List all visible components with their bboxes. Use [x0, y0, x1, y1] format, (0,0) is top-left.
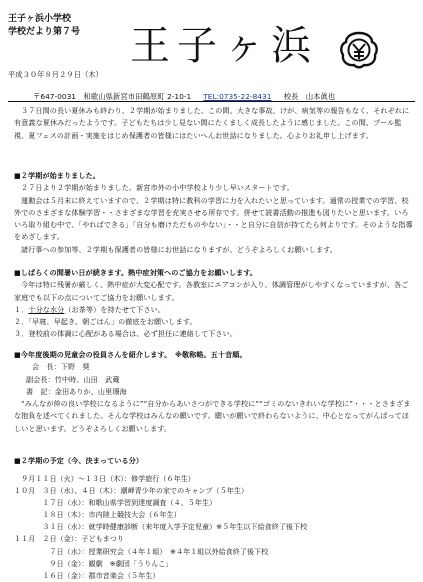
section-paragraph: 今年は特に残暑が厳しく、熱中症が大変心配です。各教室にエアコンが入り、体調管理がしやすくなっていますが、各ご家庭でも以下の点についてご協力をお願いします。	[14, 280, 409, 302]
schedule-row: ９日（金）：観劇 ※劇団「うりんこ」	[14, 558, 173, 568]
section-paragraph: “みんなが仲の良い学校になるように”“自分からあいさつができる学校に”“ゴミのないきれいな学校に”・・・とさまざまな抱負を述べてくれました。そんな学校はみんなの願いです。願いが願いで終わらないように、中心となってがんばってほしいと思います。どうぞよろしくお願いします。	[14, 399, 411, 433]
schedule-row: １８日（木）：市内陸上競技大会（６年生）	[14, 510, 181, 520]
schedule-row: １１月 ２日（金）：子どもまつり	[14, 534, 124, 544]
schedule-row: １６日（金）：郡市音楽会（５年生）	[14, 570, 160, 580]
intro-paragraph: ３７日間の長い夏休みも終わり、２学期が始まりました。この間、大きな事故、けが、病気等の報告もなく、それぞれに有意義な夏休みだったようです。子どもたちは少し見ない間にたくましく成長したように感じました。この間、プール監視、夏フェスの計画・実施をはじめ保護者の皆様にはたいへんお世話になりました。心よりお礼申し上げます。	[14, 106, 410, 140]
schedule-row: ７日（水）：授業研究会（４年１組） ※４年１組以外給食終了後下校	[14, 546, 269, 556]
underlined-text: 十分な水分	[28, 304, 65, 314]
section-heading: ■今年度後期の児童会の役員さんを紹介します。 ※敬称略。五十音順。	[14, 350, 247, 359]
section-second-term	[14, 170, 414, 256]
schedule-row: １０月 ３日（水）、４日（木）：潮岬青少年の家でのキャンプ（５年生）	[14, 486, 249, 496]
schedule-row: １７日（水）：和歌山県学習到達度調査（４、５年生）	[14, 498, 217, 508]
postal-address: 〒647-0031 和歌山県新宮市田鶴原町 2-10-1	[33, 92, 192, 101]
issue-label: 学校だより第７号	[8, 27, 81, 37]
officer-row: 書 記：金田ありか、山里珊海	[26, 386, 127, 396]
section-paragraph: 運動会は５月末に終えていますので、２学期は特に教科の学習に力を入れたいと思っています。通常の授業での学習、校外でのさまざまな体験学習・・さまざまな学習を充実させる所存です。併せて読書活動の推進も図りたいと思います。いろいろ取り組む中で、「やればできる」「自分も磨けただものやない」・・と自分に自信が持てたら何よりです。そのような指導をめざします。	[14, 195, 413, 242]
section-heading: ■２学期の予定（今、決まっている分）	[14, 456, 144, 465]
tel-link[interactable]: TEL:0735-22-8431	[203, 92, 272, 101]
section-paragraph: 諸行事への参加等、２学期も保護者の皆様にお世話になりますが、どうぞよろしくお願いします。	[21, 244, 337, 254]
section-heading: ■２学期が始まりました。	[14, 171, 100, 180]
list-item: ３．登校前の体調に心配がある場合は、必ず担任に連絡して下さい。	[14, 329, 238, 339]
schedule-row: ９月１１日（火）～１３日（木）：修学旅行（６年生）	[14, 474, 195, 483]
schedule-list	[14, 473, 414, 582]
masthead-title: 王子ヶ浜	[130, 23, 318, 69]
intro-section	[14, 105, 414, 142]
section-student-council	[14, 349, 414, 435]
schedule-row: ３１日（水）：就学時健康診断（来年度入学予定児童）※５年生以下給食終了後下校	[14, 522, 308, 532]
list-item: ２．「早寝、早起き、朝ごはん」の徹底をお願いします。	[14, 317, 197, 327]
section-heading: ■しばらくの間暑い日が続きます。熱中症対策へのご協力をお願いします。	[14, 268, 258, 277]
section-schedule-heading-wrap	[14, 455, 414, 467]
issue-date: 平成３０年８月２９日（木）	[8, 70, 103, 79]
header-block	[8, 13, 80, 39]
officer-row: 会 長：下野 奨	[32, 362, 90, 372]
list-item: １．十分な水分（お茶等）を持たせて下さい。	[14, 304, 166, 314]
header-divider	[8, 101, 415, 102]
school-emblem-icon	[339, 30, 379, 70]
section-paragraph: ２７日より２学期が始まりました。新宮市外の小中学校より少し早いスタートです。	[21, 183, 294, 193]
section-heatstroke	[14, 267, 414, 341]
officer-row: 副会長：竹中時、山田 武蔵	[26, 374, 120, 384]
principal-name: 校長 山本眞也	[283, 92, 336, 101]
school-name: 王子ヶ浜小学校	[8, 14, 72, 24]
